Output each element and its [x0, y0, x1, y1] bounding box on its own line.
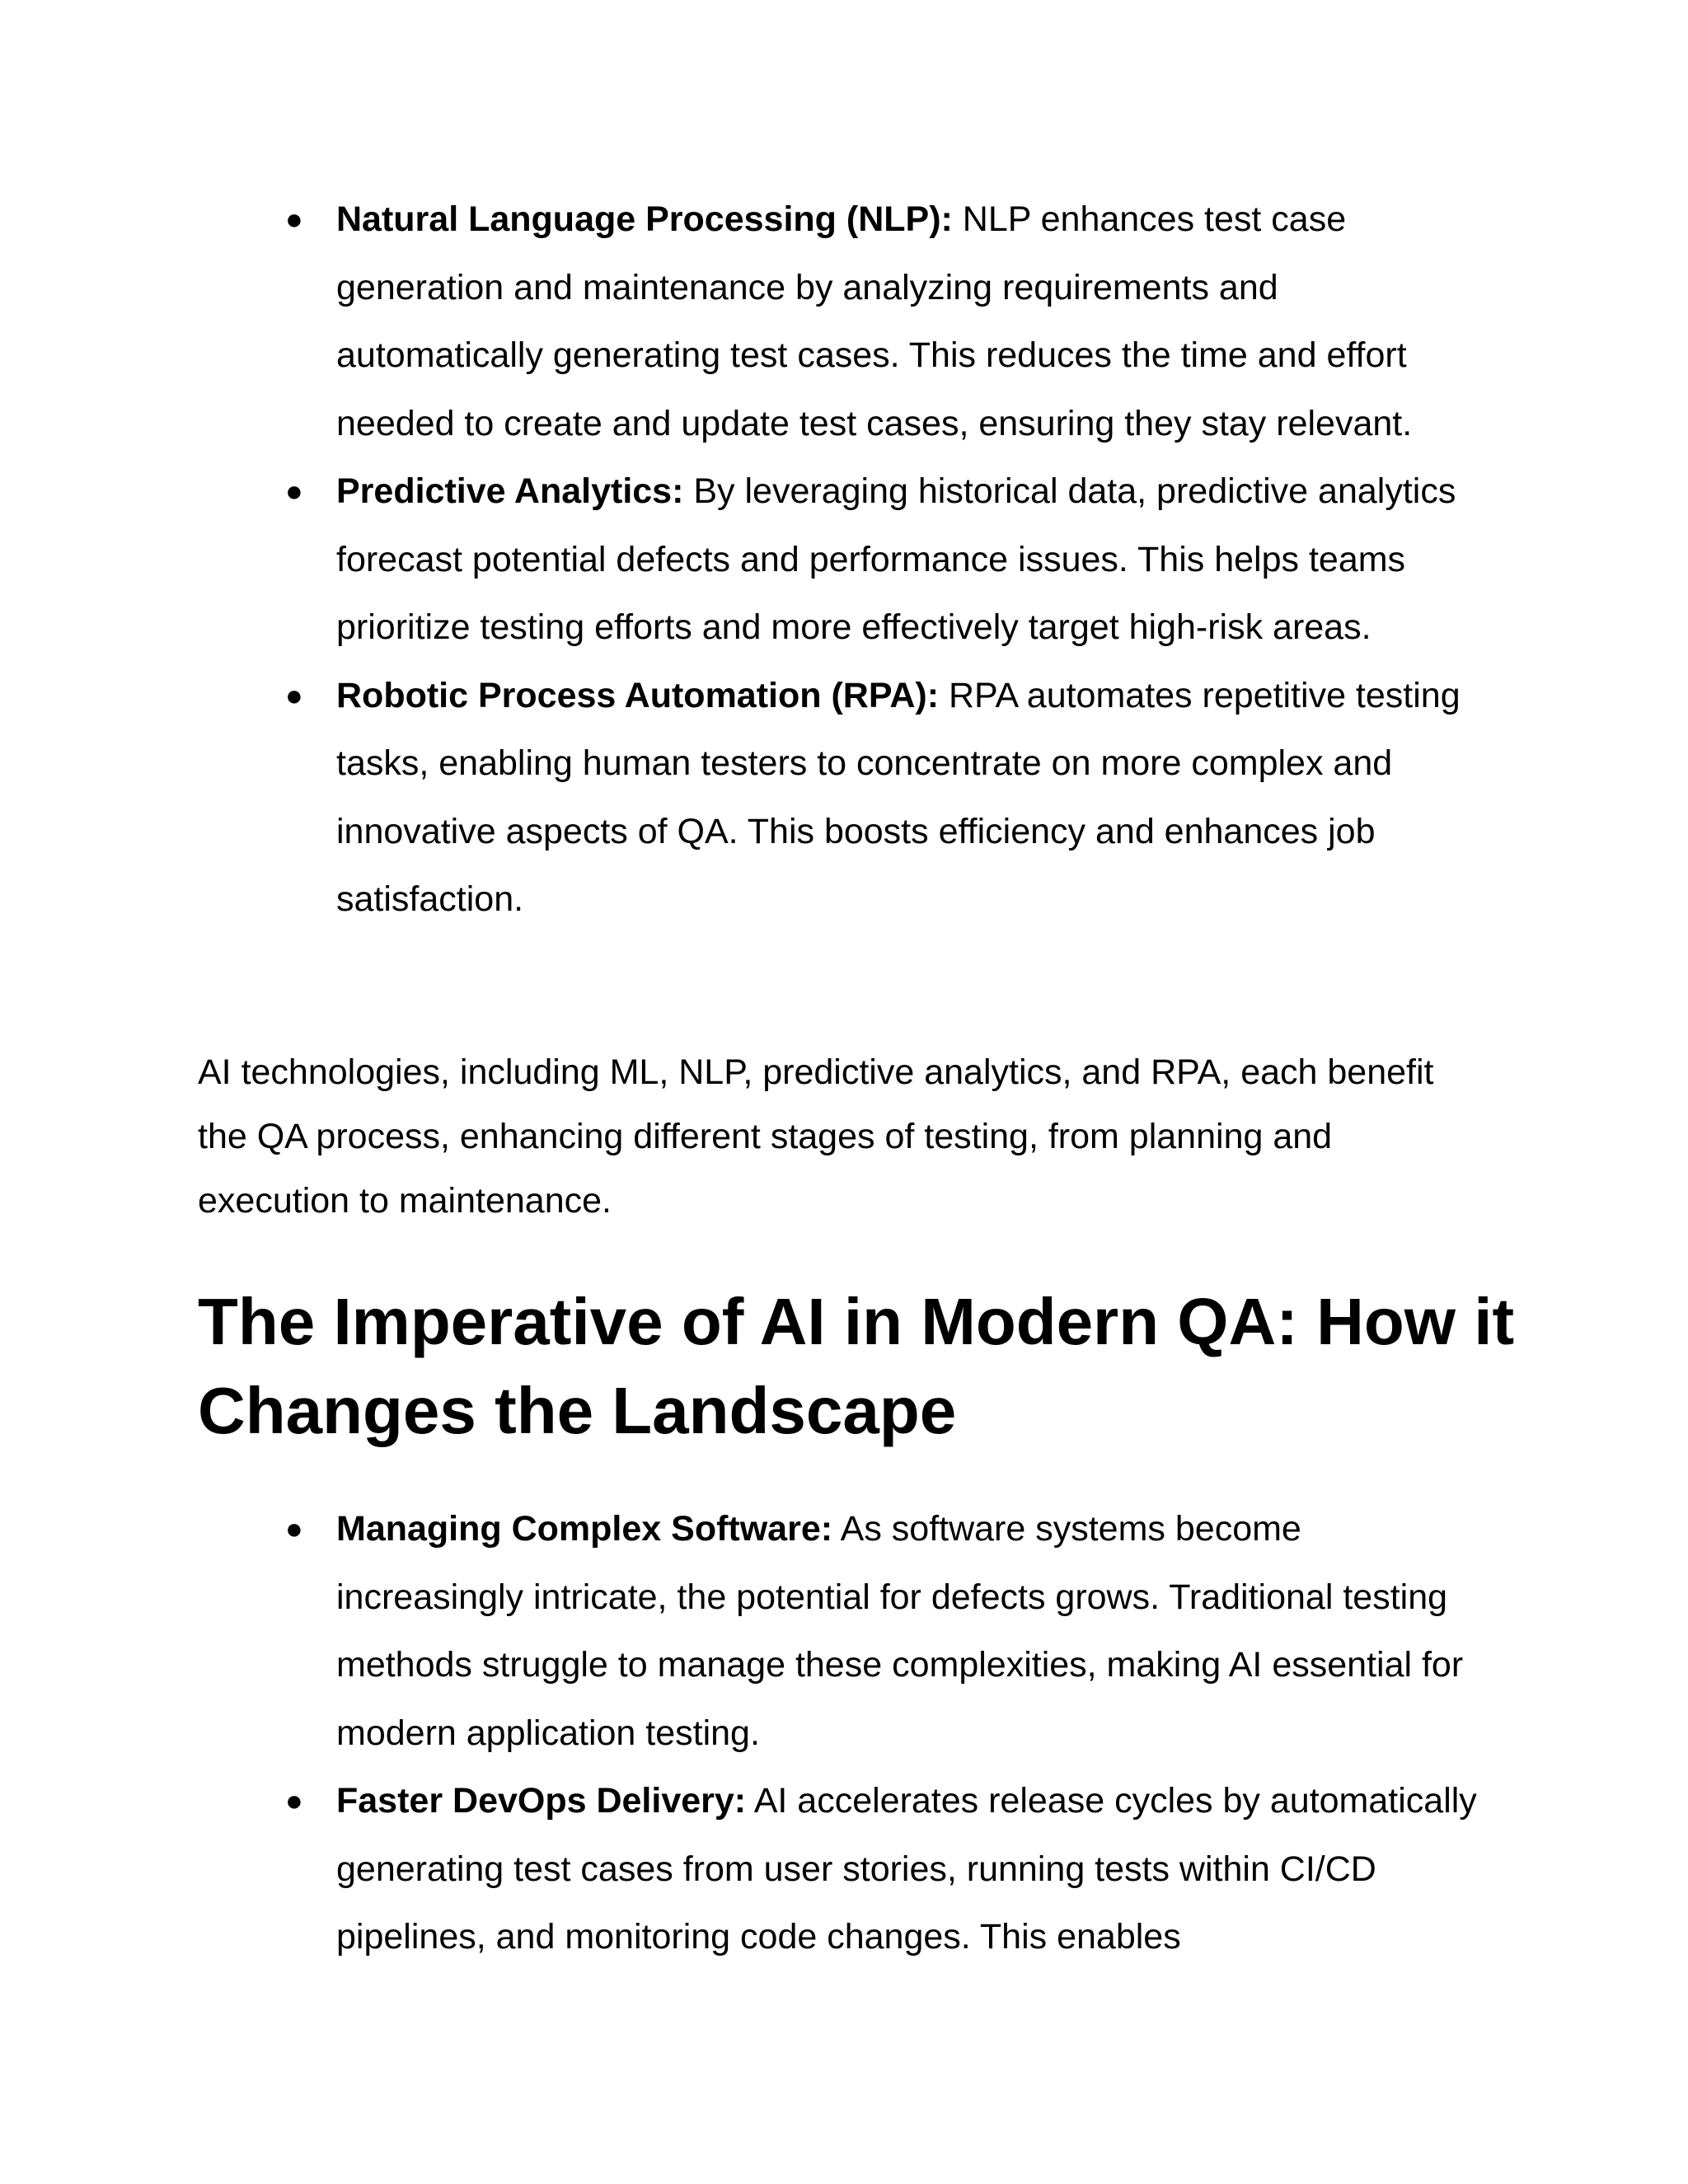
list-item-term: Predictive Analytics: — [336, 471, 684, 511]
list-item-term: Robotic Process Automation (RPA): — [336, 675, 940, 715]
list-item-devops-delivery — [285, 1767, 1489, 1971]
list-item-predictive-analytics — [285, 457, 1489, 662]
imperative-list — [285, 1495, 1489, 1971]
list-item-text: NLP enhances test case generation and maintenance by analyzing requirements and automatically generating test cases. This reduces the time and effort needed to create and update test cases, ensuring they stay relevant. — [336, 199, 1413, 443]
ai-technologies-list — [285, 185, 1489, 934]
section-heading: The Imperative of AI in Modern QA: How it Changes the Landscape — [198, 1285, 1515, 1447]
list-item-text: By leveraging historical data, predictive analytics forecast potential defects and performance issues. This helps teams prioritize testing efforts and more effectively target high-risk areas. — [336, 471, 1456, 647]
list-item-nlp — [285, 185, 1489, 457]
bullet-icon: ● — [285, 474, 303, 508]
list-item-term: Managing Complex Software: — [336, 1509, 833, 1549]
list-item-term: Faster DevOps Delivery: — [336, 1781, 747, 1821]
list-item-complex-software — [285, 1495, 1489, 1767]
bullet-icon: ● — [285, 677, 303, 712]
bullet-icon: ● — [285, 202, 303, 236]
list-item-term: Natural Language Processing (NLP): — [336, 199, 953, 239]
list-item-rpa — [285, 662, 1489, 934]
bullet-icon: ● — [285, 1511, 303, 1545]
list-item-text: As software systems become increasingly intricate, the potential for defects grows. Traditional testing methods struggle to manage these complexities, making AI essential for modern application testing. — [336, 1509, 1464, 1753]
list-item-text: RPA automates repetitive testing tasks, enabling human testers to concentrate on more complex and innovative aspects of QA. This boosts efficiency and enhances job satisfaction. — [336, 675, 1461, 919]
list-item-text: AI accelerates release cycles by automatically generating test cases from user stories, running tests within CI/CD pipelines, and monitoring code changes. This enables — [336, 1781, 1477, 1957]
summary-paragraph: AI technologies, including ML, NLP, predictive analytics, and RPA, each benefit the QA process, enhancing different stages of testing, from planning and execution to maintenance. — [198, 1052, 1434, 1221]
bullet-icon: ● — [285, 1783, 303, 1817]
